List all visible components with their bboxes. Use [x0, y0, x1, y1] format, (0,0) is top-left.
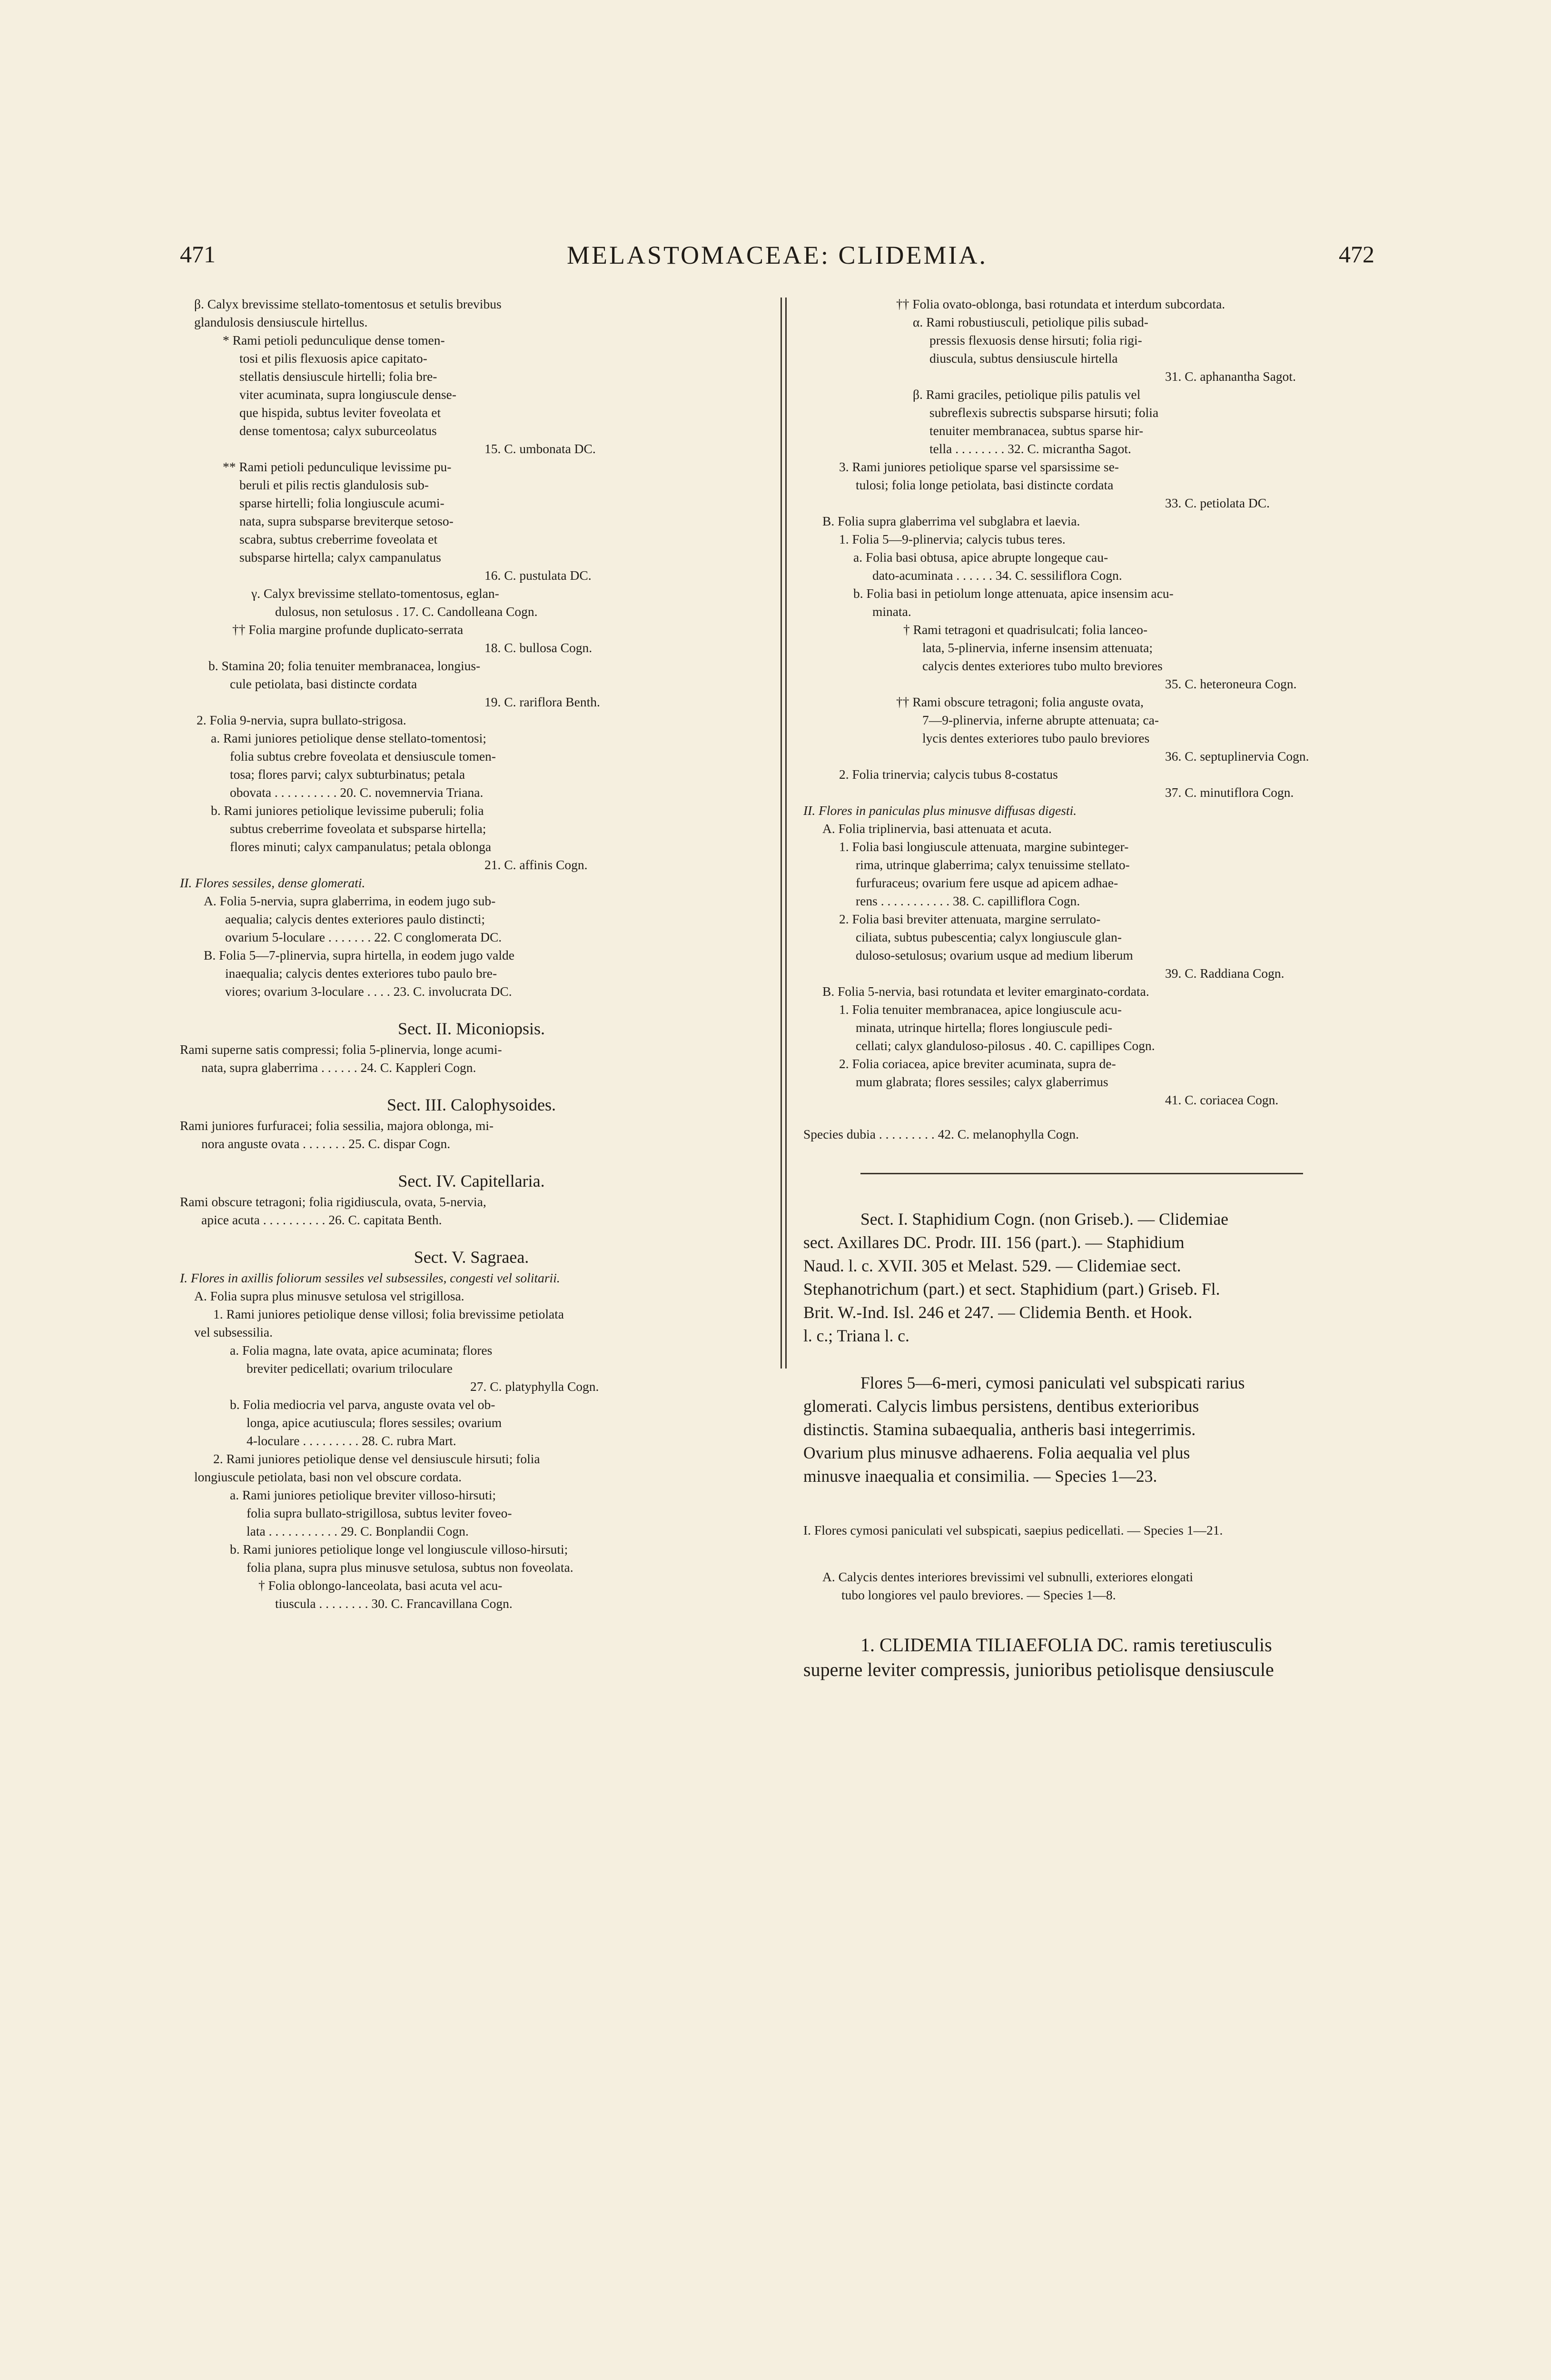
key-line: lata, 5-plinervia, inferne insensim attenuata; — [922, 640, 1153, 655]
subkey-line-2a: A. Calycis dentes interiores brevissimi vel subnulli, exteriores elongati — [822, 1569, 1193, 1584]
key-line: mum glabrata; flores sessiles; calyx glaberrimus — [856, 1074, 1108, 1089]
key-line: b. Rami juniores petiolique longe vel longiuscule villoso-hirsuti; — [230, 1542, 568, 1557]
key-line: longiuscule petiolata, basi non vel obscure cordata. — [194, 1469, 462, 1484]
key-line: Species dubia . . . . . . . . . 42. C. melanophylla Cogn. — [803, 1127, 1079, 1141]
key-line: minata, utrinque hirtella; flores longiuscule pedi- — [856, 1020, 1113, 1035]
right-page-number: 472 — [1339, 241, 1374, 268]
key-line: beruli et pilis rectis glandulosis sub- — [239, 477, 429, 492]
right-column-key — [803, 295, 1380, 1143]
key-line: ciliata, subtus pubescentia; calyx longiuscule glan- — [856, 930, 1122, 944]
key-line: b. Folia mediocria vel parva, anguste ovata vel ob- — [230, 1397, 495, 1412]
spacer — [180, 1077, 763, 1093]
key-line: furfuraceus; ovarium fere usque ad apicem adhae- — [856, 875, 1118, 890]
key-line: α. Rami robustiusculi, petiolique pilis subad- — [913, 315, 1148, 329]
key-line: a. Folia basi obtusa, apice abrupte longeque cau- — [853, 550, 1108, 565]
section-heading: Sect. V. Sagraea. — [414, 1248, 529, 1267]
key-line: ** Rami petioli pedunculique levissime pu- — [223, 459, 452, 474]
key-line: folia supra bullato-strigillosa, subtus leviter foveo- — [247, 1506, 512, 1520]
section-heading: Sect. IV. Capitellaria. — [398, 1171, 545, 1190]
key-line: rima, utrinque glaberrima; calyx tenuissime stellato- — [856, 857, 1130, 872]
key-line: aequalia; calycis dentes exteriores paulo distincti; — [225, 912, 485, 926]
spacer — [803, 1109, 1380, 1125]
key-line: 39. C. Raddiana Cogn. — [1165, 966, 1284, 981]
description-line: Ovarium plus minusve adhaerens. Folia aequalia vel plus — [803, 1443, 1190, 1462]
key-line: 15. C. umbonata DC. — [484, 441, 596, 456]
spacer — [180, 1001, 763, 1017]
key-line: calycis dentes exteriores tubo multo breviores — [922, 658, 1163, 673]
page-header — [180, 240, 1374, 274]
key-line: b. Rami juniores petiolique levissime puberuli; folia — [211, 803, 484, 818]
key-line: tenuiter membranacea, subtus sparse hir- — [929, 423, 1144, 438]
key-line: A. Folia supra plus minusve setulosa vel strigillosa. — [194, 1289, 464, 1303]
key-line: †† Folia ovato-oblonga, basi rotundata et interdum subcordata. — [896, 297, 1225, 311]
column-divider-right — [785, 298, 787, 1368]
key-line: 7—9-plinervia, inferne abrupte attenuata; ca- — [922, 713, 1159, 727]
key-line: A. Folia 5-nervia, supra glaberrima, in eodem jugo sub- — [204, 893, 496, 908]
key-line: 27. C. platyphylla Cogn. — [470, 1379, 599, 1394]
key-line: 2. Folia 9-nervia, supra bullato-strigosa. — [197, 713, 406, 727]
key-line: rens . . . . . . . . . . . 38. C. capilliflora Cogn. — [856, 893, 1080, 908]
key-line: pressis flexuosis dense hirsuti; folia rigi- — [929, 333, 1142, 347]
left-page-number: 471 — [180, 241, 216, 268]
key-line: b. Stamina 20; folia tenuiter membranacea, longius- — [208, 658, 481, 673]
key-line: Rami obscure tetragoni; folia rigidiuscula, ovata, 5-nervia, — [180, 1194, 486, 1209]
key-line: 33. C. petiolata DC. — [1165, 496, 1270, 510]
key-line: cule petiolata, basi distincte cordata — [230, 676, 417, 691]
key-line: dulosus, non setulosus . 17. C. Candolleana Cogn. — [275, 604, 538, 619]
key-line: B. Folia 5—7-plinervia, supra hirtella, in eodem jugo valde — [204, 948, 514, 962]
key-line: 37. C. minutiflora Cogn. — [1165, 785, 1294, 800]
key-line: b. Folia basi in petiolum longe attenuata, apice insensim acu- — [853, 586, 1174, 601]
key-line: viores; ovarium 3-loculare . . . . 23. C. involucrata DC. — [225, 984, 512, 999]
key-line: apice acuta . . . . . . . . . . 26. C. capitata Benth. — [201, 1212, 442, 1227]
description-line: distinctis. Stamina subaequalia, antheris basi integerrimis. — [803, 1420, 1196, 1439]
key-line: II. Flores in paniculas plus minusve diffusas digesti. — [803, 803, 1077, 818]
subkey-line-2b: tubo longiores vel paulo breviores. — Species 1—8. — [841, 1587, 1116, 1602]
key-line: glandulosis densiuscule hirtellus. — [194, 315, 368, 329]
key-line: β. Calyx brevissime stellato-tomentosus et setulis brevibus — [194, 297, 502, 311]
key-line: 41. C. coriacea Cogn. — [1165, 1092, 1279, 1107]
key-line: 3. Rami juniores petiolique sparse vel sparsissime se- — [839, 459, 1119, 474]
key-line: folia subtus crebre foveolata et densiuscule tomen- — [230, 749, 496, 764]
key-line: 1. Rami juniores petiolique dense villosi; folia brevissime petiolata — [213, 1307, 564, 1321]
synonymy-line: l. c.; Triana l. c. — [803, 1326, 909, 1345]
key-line: 16. C. pustulata DC. — [484, 568, 592, 583]
key-line: 18. C. bullosa Cogn. — [484, 640, 593, 655]
key-line: 1. Folia basi longiuscule attenuata, margine subinteger- — [839, 839, 1129, 854]
key-line: que hispida, subtus leviter foveolata et — [239, 405, 441, 420]
key-line: 19. C. rariflora Benth. — [484, 694, 600, 709]
key-line: 36. C. septuplinervia Cogn. — [1165, 749, 1309, 764]
key-line: minata. — [872, 604, 911, 619]
description-line: glomerati. Calycis limbus persistens, dentibus exterioribus — [803, 1397, 1199, 1416]
key-line: longa, apice acutiuscula; flores sessiles; ovarium — [247, 1415, 502, 1430]
key-line: β. Rami graciles, petiolique pilis patulis vel — [913, 387, 1141, 402]
key-line: tulosi; folia longe petiolata, basi distincte cordata — [856, 477, 1114, 492]
key-line: 1. Folia 5—9-plinervia; calycis tubus teres. — [839, 532, 1066, 546]
key-line: Rami juniores furfuracei; folia sessilia, majora oblonga, mi- — [180, 1118, 494, 1133]
key-line: nata, supra glaberrima . . . . . . 24. C. Kappleri Cogn. — [201, 1060, 476, 1075]
key-line: 4-loculare . . . . . . . . . 28. C. rubra Mart. — [247, 1433, 456, 1448]
key-line: †† Folia margine profunde duplicato-serrata — [232, 622, 464, 637]
key-line: subreflexis subrectis subsparse hirsuti; folia — [929, 405, 1159, 420]
key-line: nata, supra subsparse breviterque setoso- — [239, 514, 454, 528]
key-line: † Folia oblongo-lanceolata, basi acuta vel acu- — [258, 1578, 503, 1593]
synonymy-line: sect. Axillares DC. Prodr. III. 156 (part.). — Staphidium — [803, 1233, 1185, 1252]
description-line: Flores 5—6-meri, cymosi paniculati vel subspicati rarius — [860, 1373, 1245, 1392]
key-line: sparse hirtelli; folia longiuscule acumi- — [239, 496, 445, 510]
key-line: B. Folia supra glaberrima vel subglabra et laevia. — [822, 514, 1080, 528]
key-line: subtus creberrime foveolata et subsparse hirtella; — [230, 821, 486, 836]
synonymy-line: Stephanotrichum (part.) et sect. Staphidium (part.) Griseb. Fl. — [803, 1279, 1220, 1299]
key-line: cellati; calyx glanduloso-pilosus . 40. C. capillipes Cogn. — [856, 1038, 1155, 1053]
column-divider-left — [780, 298, 782, 1368]
right-column — [803, 295, 1380, 1682]
key-line: 31. C. aphanantha Sagot. — [1165, 369, 1296, 384]
key-line: 1. Folia tenuiter membranacea, apice longiuscule acu- — [839, 1002, 1122, 1017]
key-line: tella . . . . . . . . 32. C. micrantha Sagot. — [929, 441, 1131, 456]
key-line: viter acuminata, supra longiuscule dense- — [239, 387, 456, 402]
key-line: flores minuti; calyx campanulatus; petala oblonga — [230, 839, 492, 854]
key-line: dato-acuminata . . . . . . 34. C. sessiliflora Cogn. — [872, 568, 1122, 583]
key-line: vel subsessilia. — [194, 1325, 273, 1339]
synonymy-line: Brit. W.-Ind. Isl. 246 et 247. — Clidemia Benth. et Hook. — [803, 1303, 1193, 1322]
key-line: folia plana, supra plus minusve setulosa, subtus non foveolata. — [247, 1560, 573, 1575]
species-description-start: superne leviter compressis, junioribus petiolisque densiuscule — [803, 1659, 1274, 1680]
key-line: 2. Folia coriacea, apice breviter acuminata, supra de- — [839, 1056, 1116, 1071]
key-line: inaequalia; calycis dentes exteriores tubo paulo bre- — [225, 966, 497, 981]
key-line: a. Folia magna, late ovata, apice acuminata; flores — [230, 1343, 493, 1358]
key-line: I. Flores in axillis foliorum sessiles vel subsessiles, congesti vel solitarii. — [180, 1270, 560, 1285]
key-line: ovarium 5-loculare . . . . . . . 22. C conglomerata DC. — [225, 930, 502, 944]
left-column-key — [180, 295, 763, 1613]
key-line: tosi et pilis flexuosis apice capitato- — [239, 351, 427, 366]
key-line: 21. C. affinis Cogn. — [484, 857, 588, 872]
key-line: 35. C. heteroneura Cogn. — [1165, 676, 1297, 691]
key-line: 2. Rami juniores petiolique dense vel densiuscule hirsuti; folia — [213, 1451, 540, 1466]
key-line: breviter pedicellati; ovarium triloculare — [247, 1361, 453, 1376]
key-line: a. Rami juniores petiolique dense stellato-tomentosi; — [211, 731, 486, 745]
key-line: subsparse hirtella; calyx campanulatus — [239, 550, 441, 565]
key-line: lata . . . . . . . . . . . 29. C. Bonplandii Cogn. — [247, 1524, 469, 1538]
key-line: stellatis densiuscule hirtelli; folia bre- — [239, 369, 437, 384]
section-description — [803, 1371, 1380, 1488]
key-line: 2. Folia basi breviter attenuata, margine serrulato- — [839, 912, 1101, 926]
species-heading: 1. CLIDEMIA TILIAEFOLIA DC. ramis teretiusculis — [860, 1634, 1272, 1656]
key-line: obovata . . . . . . . . . . 20. C. novemnervia Triana. — [230, 785, 484, 800]
key-line: duloso-setulosus; ovarium usque ad medium liberum — [856, 948, 1133, 962]
synonymy-line: Naud. l. c. XVII. 305 et Melast. 529. — Clidemiae sect. — [803, 1256, 1181, 1275]
spacer — [180, 1153, 763, 1169]
key-line: 2. Folia trinervia; calycis tubus 8-costatus — [839, 767, 1058, 782]
section-heading: Sect. III. Calophysoides. — [387, 1095, 556, 1114]
spacer — [180, 1229, 763, 1245]
key-line: Rami superne satis compressi; folia 5-plinervia, longe acumi- — [180, 1042, 502, 1057]
synonymy-line: Sect. I. Staphidium Cogn. (non Griseb.). — Clidemiae — [860, 1210, 1229, 1229]
section-heading: Sect. II. Miconiopsis. — [398, 1019, 545, 1038]
key-line: nora anguste ovata . . . . . . . 25. C. dispar Cogn. — [201, 1136, 451, 1151]
running-title: MELASTOMACEAE: CLIDEMIA. — [567, 241, 988, 269]
key-line: A. Folia triplinervia, basi attenuata et acuta. — [822, 821, 1052, 836]
subkey-line-1: I. Flores cymosi paniculati vel subspicati, saepius pedicellati. — Species 1—21. — [803, 1523, 1223, 1537]
key-line: †† Rami obscure tetragoni; folia anguste ovata, — [896, 694, 1144, 709]
key-line: * Rami petioli pedunculique dense tomen- — [223, 333, 445, 347]
key-line: lycis dentes exteriores tubo paulo breviores — [922, 731, 1150, 745]
key-line: diuscula, subtus densiuscule hirtella — [929, 351, 1118, 366]
key-line: a. Rami juniores petiolique breviter villoso-hirsuti; — [230, 1488, 496, 1502]
key-line: scabra, subtus creberrime foveolata et — [239, 532, 438, 546]
key-line: II. Flores sessiles, dense glomerati. — [180, 875, 366, 890]
key-line: γ. Calyx brevissime stellato-tomentosus, eglan- — [251, 586, 499, 601]
key-line: † Rami tetragoni et quadrisulcati; folia lanceo- — [903, 622, 1148, 637]
key-line: dense tomentosa; calyx suburceolatus — [239, 423, 437, 438]
description-line: minusve inaequalia et consimilia. — Species 1—23. — [803, 1467, 1157, 1486]
section-synonymy — [803, 1208, 1380, 1348]
key-line: tiuscula . . . . . . . . 30. C. Francavillana Cogn. — [275, 1596, 513, 1611]
key-line: tosa; flores parvi; calyx subturbinatus; petala — [230, 767, 465, 782]
key-line: B. Folia 5-nervia, basi rotundata et leviter emarginato-cordata. — [822, 984, 1149, 999]
